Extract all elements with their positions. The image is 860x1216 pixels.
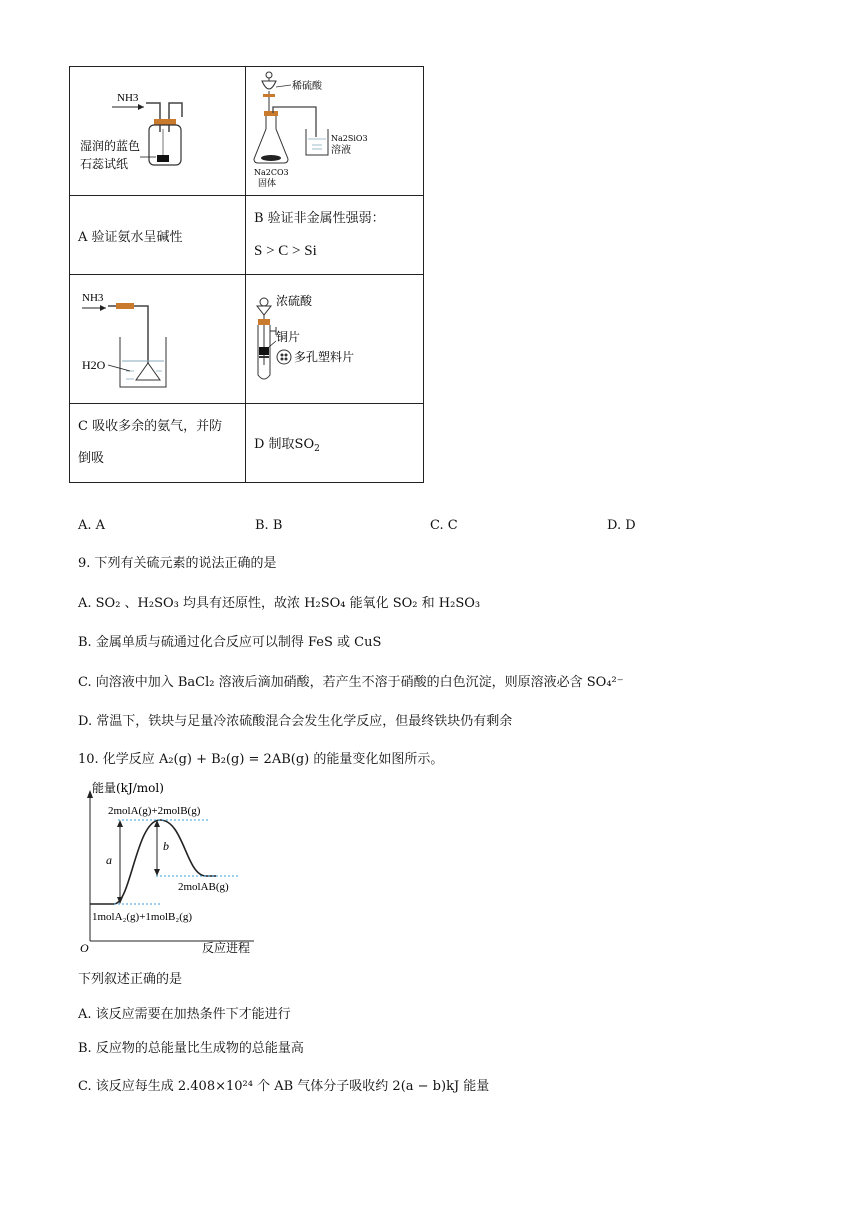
- option-b: B. B: [255, 518, 283, 533]
- option-d: D. D: [607, 518, 636, 533]
- arrow-a-label: a: [106, 853, 112, 867]
- energy-diagram: [76, 776, 276, 956]
- figure-a-cell: [70, 67, 246, 196]
- figure-c-gas-label: NH3: [82, 292, 104, 304]
- figure-a-gas-label: NH3: [117, 92, 139, 104]
- q10-option-a: A. 该反应需要在加热条件下才能进行: [78, 1007, 291, 1022]
- caption-a: A 验证氨水呈碱性: [78, 229, 183, 245]
- figure-c-cell: [70, 275, 246, 404]
- figure-b-acid-label: 稀硫酸: [292, 81, 322, 92]
- caption-b-line-2: S > C > Si: [254, 243, 317, 259]
- apparatus-table: [69, 66, 424, 483]
- arrow-b-label: b: [163, 839, 169, 853]
- figure-b-solution-label-2: 溶液: [331, 145, 351, 156]
- energy-axis-label: 能量(kJ/mol): [92, 781, 164, 795]
- q10-prompt: 下列叙述正确的是: [78, 972, 183, 987]
- figure-b-solution-label-1: Na2SiO3: [331, 134, 368, 143]
- q10-stem: 10. 化学反应 A₂(g) + B₂(g) = 2AB(g) 的能量变化如图所示。: [78, 752, 444, 767]
- figure-b-solid-label-1: Na2CO3: [254, 168, 289, 177]
- q9-option-b: B. 金属单质与硫通过化合反应可以制得 FeS 或 CuS: [78, 635, 382, 650]
- figure-a-apparatus: [70, 67, 245, 191]
- caption-b-cell: [246, 196, 424, 275]
- figure-d-copper-label: 铜片: [276, 330, 301, 344]
- figure-d-plate-label: 多孔塑料片: [294, 350, 355, 364]
- caption-c-line-1: C 吸收多余的氨气，并防: [78, 419, 223, 434]
- caption-d-subscript: 2: [314, 443, 320, 454]
- figure-a-label-2: 石蕊试纸: [80, 157, 129, 171]
- figure-b-solid-label-2: 固体: [258, 179, 277, 189]
- q9-stem: 9. 下列有关硫元素的说法正确的是: [78, 556, 277, 571]
- level-reactant-label: 1molA₂(g)+1molB₂(g): [92, 911, 193, 923]
- level-top-label: 2molA(g)+2molB(g): [108, 805, 201, 817]
- caption-c-line-2: 倒吸: [78, 451, 105, 466]
- caption-d-cell: [246, 404, 424, 483]
- option-a: A. A: [78, 518, 106, 533]
- figure-b-cell: [246, 67, 424, 196]
- caption-d-text: D 制取SO: [254, 436, 315, 452]
- q10-option-c: C. 该反应每生成 2.408×10²⁴ 个 AB 气体分子吸收约 2(a − b)kJ 能量: [78, 1079, 490, 1094]
- figure-d-cell: [246, 275, 424, 404]
- q9-option-c: C. 向溶液中加入 BaCl₂ 溶液后滴加硝酸，若产生不溶于硝酸的白色沉淀，则原溶液必含 SO₄²⁻: [78, 675, 624, 690]
- figure-c-apparatus: [70, 275, 245, 399]
- figure-c-liquid-label: H2O: [82, 358, 106, 372]
- q9-option-d: D. 常温下，铁块与足量冷浓硫酸混合会发生化学反应，但最终铁块仍有剩余: [78, 714, 513, 729]
- level-product-label: 2molAB(g): [178, 881, 229, 893]
- caption-a-cell: [70, 196, 246, 275]
- origin-label: O: [80, 941, 89, 955]
- figure-d-apparatus: [246, 275, 423, 399]
- figure-d-acid-label: 浓硫酸: [276, 294, 313, 308]
- figure-a-label-1: 湿润的蓝色: [80, 139, 141, 153]
- option-c: C. C: [430, 518, 458, 533]
- caption-c-cell: [70, 404, 246, 483]
- q9-option-a: A. SO₂ 、H₂SO₃ 均具有还原性，故浓 H₂SO₄ 能氧化 SO₂ 和 H₂SO₃: [78, 596, 481, 611]
- q10-option-b: B. 反应物的总能量比生成物的总能量高: [78, 1041, 304, 1056]
- caption-b-line-1: B 验证非金属性强弱：: [254, 211, 385, 226]
- progress-axis-label: 反应进程: [202, 941, 251, 955]
- figure-b-apparatus: [246, 67, 423, 191]
- caption-d: [254, 437, 320, 452]
